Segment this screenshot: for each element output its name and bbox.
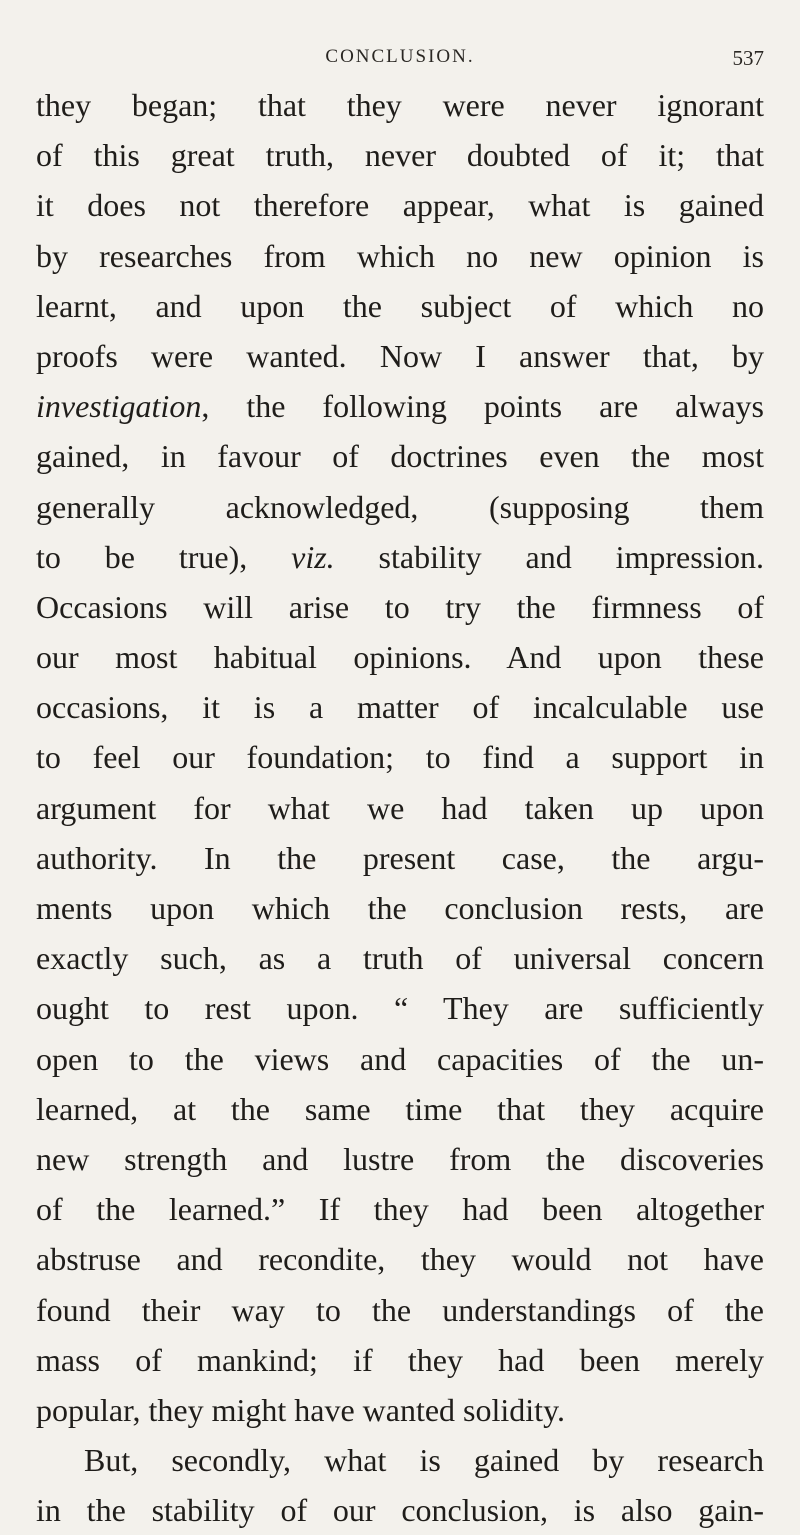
text-run: learnt, and upon the subject of which no bbox=[36, 287, 764, 324]
text-line bbox=[36, 833, 764, 883]
text-run: in the stability of our conclusion, is also gain- bbox=[36, 1492, 764, 1529]
text-run: , the following points are always bbox=[201, 388, 764, 425]
text-run: exactly such, as a truth of universal concern bbox=[36, 940, 764, 977]
text-run: ought to rest upon. “ They are sufficiently bbox=[36, 990, 764, 1027]
text-line bbox=[36, 532, 764, 582]
text-line bbox=[36, 281, 764, 331]
text-run: But, secondly, what is gained by research bbox=[84, 1442, 764, 1479]
text-line bbox=[36, 180, 764, 230]
text-run: gained, in favour of doctrines even the most bbox=[36, 438, 764, 475]
running-head bbox=[36, 18, 764, 70]
text-run: ments upon which the conclusion rests, are bbox=[36, 890, 764, 926]
text-run: learned, at the same time that they acquire bbox=[36, 1090, 764, 1127]
text-run: our most habitual opinions. And upon these bbox=[36, 639, 764, 676]
text-run: stability and impression. bbox=[334, 538, 765, 575]
text-line bbox=[36, 1034, 764, 1084]
text-line bbox=[36, 231, 764, 281]
text-line bbox=[36, 732, 764, 782]
text-line bbox=[36, 1385, 764, 1435]
text-run: they began; that they were never ignorant bbox=[36, 87, 764, 123]
text-line bbox=[36, 1285, 764, 1335]
text-line bbox=[36, 80, 764, 130]
text-run: authority. In the present case, the argu- bbox=[36, 839, 764, 876]
text-line bbox=[36, 1134, 764, 1184]
text-line bbox=[36, 983, 764, 1033]
text-run: generally acknowledged, (supposing them bbox=[36, 488, 764, 525]
italic-text: viz. bbox=[291, 538, 335, 575]
text-line bbox=[36, 783, 764, 833]
text-line bbox=[36, 582, 764, 632]
text-line bbox=[36, 331, 764, 381]
text-line bbox=[36, 1435, 764, 1485]
text-run: proofs were wanted. Now I answer that, by bbox=[36, 337, 764, 374]
text-run: popular, they might have wanted solidity. bbox=[36, 1391, 565, 1428]
italic-text: investigation bbox=[36, 388, 202, 425]
text-line bbox=[36, 1234, 764, 1284]
text-line bbox=[36, 1084, 764, 1134]
text-run: abstruse and recondite, they would not have bbox=[36, 1241, 764, 1278]
text-line bbox=[36, 130, 764, 180]
text-line bbox=[36, 1335, 764, 1385]
text-run: new strength and lustre from the discoveries bbox=[36, 1140, 764, 1177]
body-text bbox=[36, 80, 764, 1535]
running-head-title: CONCLUSION. bbox=[325, 46, 475, 67]
text-line bbox=[36, 482, 764, 532]
text-run: mass of mankind; if they had been merely bbox=[36, 1341, 764, 1378]
text-line bbox=[36, 632, 764, 682]
text-line bbox=[36, 1184, 764, 1234]
text-run: by researches from which no new opinion is bbox=[36, 237, 764, 274]
text-run: argument for what we had taken up upon bbox=[36, 789, 764, 826]
text-line bbox=[36, 883, 764, 933]
text-run: to be true), bbox=[36, 538, 292, 575]
text-run: open to the views and capacities of the un- bbox=[36, 1040, 764, 1077]
text-line bbox=[36, 933, 764, 983]
text-line bbox=[36, 1485, 764, 1535]
text-line bbox=[36, 682, 764, 732]
text-run: it does not therefore appear, what is gained bbox=[36, 187, 764, 224]
text-run: to feel our foundation; to find a support in bbox=[36, 739, 764, 776]
text-run: Occasions will arise to try the firmness of bbox=[36, 588, 764, 625]
text-run: of the learned.” If they had been altogether bbox=[36, 1191, 764, 1228]
page-number: 537 bbox=[732, 46, 764, 70]
text-run: found their way to the understandings of the bbox=[36, 1291, 764, 1328]
text-line bbox=[36, 381, 764, 431]
text-line bbox=[36, 431, 764, 481]
text-run: of this great truth, never doubted of it; that bbox=[36, 137, 764, 174]
text-run: occasions, it is a matter of incalculable use bbox=[36, 689, 764, 726]
